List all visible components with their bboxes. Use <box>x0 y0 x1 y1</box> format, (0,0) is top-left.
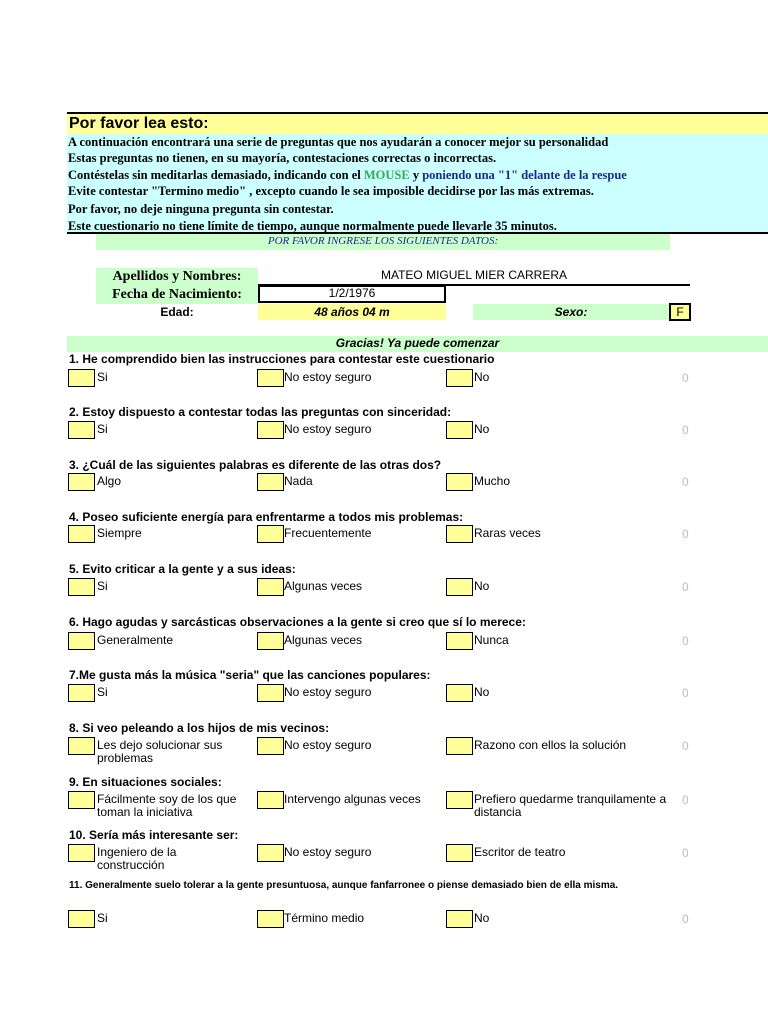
answer-checkbox[interactable] <box>257 910 284 928</box>
dob-label: Fecha de Nacimiento: <box>96 286 258 304</box>
answer-option-label: Si <box>97 911 108 925</box>
answer-option-label: No <box>474 685 490 699</box>
answer-checkbox[interactable] <box>68 791 95 809</box>
question-text: 7.Me gusta más la música "seria" que las canciones populares: <box>69 668 431 682</box>
question-text: 8. Si veo peleando a los hijos de mis vecinos: <box>69 721 330 735</box>
instruction-text: y <box>409 168 423 182</box>
answer-checkbox[interactable] <box>446 791 473 809</box>
answer-checkbox[interactable] <box>68 421 95 439</box>
answer-option-label: Razono con ellos la solución <box>474 738 627 752</box>
answer-checkbox[interactable] <box>446 910 473 928</box>
answer-checkbox[interactable] <box>446 369 473 387</box>
question-text: 10. Sería más interesante ser: <box>69 828 239 842</box>
instruction-text: Contéstelas sin meditarlas demasiado, indicando con el <box>68 168 364 182</box>
answer-option-label: No <box>474 579 490 593</box>
question-text: 11. Generalmente suelo tolerar a la gente presuntuosa, aunque fanfarronee o piense demasiado bien de ella misma. <box>69 880 619 891</box>
answer-checkbox[interactable] <box>446 421 473 439</box>
answer-checkbox[interactable] <box>257 578 284 596</box>
answer-option-label: No estoy seguro <box>284 845 372 859</box>
dob-field[interactable]: 1/2/1976 <box>258 285 446 303</box>
answer-option-label: Si <box>97 685 108 699</box>
question-text: 5. Evito criticar a la gente y a sus ideas: <box>69 562 296 576</box>
answer-option-label: Frecuentemente <box>284 526 372 540</box>
mouse-keyword: MOUSE <box>363 168 410 182</box>
start-banner: Gracias! Ya puede comenzar <box>67 336 768 352</box>
question-text: 4. Poseo suficiente energía para enfrentarme a todos mis problemas: <box>69 510 464 524</box>
sex-label: Sexo: <box>473 304 669 320</box>
answer-checkbox[interactable] <box>257 791 284 809</box>
answer-checkbox[interactable] <box>446 578 473 596</box>
answer-option-label: No estoy seguro <box>284 422 372 436</box>
question-score: 0 <box>682 371 689 385</box>
answer-checkbox[interactable] <box>68 910 95 928</box>
answer-option-label: No estoy seguro <box>284 685 372 699</box>
answer-option-label: Nunca <box>474 633 509 647</box>
instruction-line: Estas preguntas no tienen, en su mayoría, contestaciones correctas o incorrectas. <box>68 151 497 165</box>
question-text: 2. Estoy dispuesto a contestar todas las preguntas con sinceridad: <box>69 405 452 419</box>
instruction-line: Este cuestionario no tiene límite de tiempo, aunque normalmente puede llevarle 35 minutos. <box>68 219 557 233</box>
answer-option-label: Mucho <box>474 474 511 488</box>
answer-option-label: Si <box>97 422 108 436</box>
answer-option-label: Raras veces <box>474 526 541 540</box>
instruction-line: Por favor, no deje ninguna pregunta sin contestar. <box>68 202 334 216</box>
answer-checkbox[interactable] <box>446 473 473 491</box>
answer-option-label: No <box>474 370 490 384</box>
answer-checkbox[interactable] <box>257 684 284 702</box>
answer-option-label: Algunas veces <box>284 633 363 647</box>
answer-checkbox[interactable] <box>446 632 473 650</box>
answer-checkbox[interactable] <box>446 737 473 755</box>
name-field[interactable]: MATEO MIGUEL MIER CARRERA <box>258 266 690 286</box>
instruction-line: Evite contestar "Termino medio" , excepto cuando le sea imposible decidirse por las más extremas. <box>68 184 594 198</box>
answer-checkbox[interactable] <box>257 421 284 439</box>
question-text: 1. He comprendido bien las instrucciones para contestar este cuestionario <box>69 352 495 366</box>
answer-checkbox[interactable] <box>257 525 284 543</box>
question-score: 0 <box>682 793 689 807</box>
answer-checkbox[interactable] <box>446 684 473 702</box>
answer-option-label: Si <box>97 579 108 593</box>
question-score: 0 <box>682 475 689 489</box>
answer-option-label: No <box>474 422 490 436</box>
instruction-line <box>68 167 627 183</box>
age-value: 48 años 04 m <box>258 304 446 320</box>
instructions-block <box>67 134 768 234</box>
answer-checkbox[interactable] <box>68 737 95 755</box>
question-score: 0 <box>682 739 689 753</box>
answer-checkbox[interactable] <box>257 632 284 650</box>
answer-checkbox[interactable] <box>68 473 95 491</box>
answer-option-label: Si <box>97 370 108 384</box>
answer-checkbox[interactable] <box>68 578 95 596</box>
sex-field[interactable]: F <box>669 303 691 321</box>
answer-option-label: Término medio <box>284 911 365 925</box>
age-label: Edad: <box>160 305 194 319</box>
question-text: 9. En situaciones sociales: <box>69 775 222 789</box>
question-text: 6. Hago agudas y sarcásticas observaciones a la gente si creo que sí lo merece: <box>69 615 526 629</box>
answer-checkbox[interactable] <box>257 473 284 491</box>
answer-option-label: Nada <box>284 474 313 488</box>
answer-checkbox[interactable] <box>257 844 284 862</box>
question-score: 0 <box>682 912 689 926</box>
answer-checkbox[interactable] <box>68 369 95 387</box>
answer-checkbox[interactable] <box>68 844 95 862</box>
answer-option-label: Intervengo algunas veces <box>284 792 421 806</box>
question-text: 3. ¿Cuál de las siguientes palabras es diferente de las otras dos? <box>69 458 442 472</box>
answer-checkbox[interactable] <box>446 844 473 862</box>
answer-option-label: Generalmente <box>97 633 174 647</box>
answer-option-label: Les dejo solucionar sus problemas <box>97 738 223 765</box>
answer-checkbox[interactable] <box>257 369 284 387</box>
answer-option-label: Escritor de teatro <box>474 845 566 859</box>
answer-checkbox[interactable] <box>68 525 95 543</box>
answer-checkbox[interactable] <box>446 525 473 543</box>
answer-checkbox[interactable] <box>257 737 284 755</box>
question-score: 0 <box>682 527 689 541</box>
answer-checkbox[interactable] <box>68 684 95 702</box>
question-score: 0 <box>682 634 689 648</box>
instruction-highlight: poniendo una "1" delante de la respue <box>422 168 627 182</box>
answer-option-label: Fácilmente soy de los que toman la iniciativa <box>97 792 237 819</box>
question-score: 0 <box>682 846 689 860</box>
name-label: Apellidos y Nombres: <box>96 268 258 286</box>
answer-option-label: Algo <box>97 474 122 488</box>
instruction-line: A continuación encontrará una serie de preguntas que nos ayudarán a conocer mejor su personalidad <box>68 135 609 149</box>
answer-option-label: No estoy seguro <box>284 738 372 752</box>
question-score: 0 <box>682 686 689 700</box>
answer-option-label: No <box>474 911 490 925</box>
answer-option-label: Siempre <box>97 526 142 540</box>
answer-option-label: Algunas veces <box>284 579 363 593</box>
question-score: 0 <box>682 580 689 594</box>
answer-option-label: Prefiero quedarme tranquilamente a distancia <box>474 792 667 819</box>
data-entry-banner: POR FAVOR INGRESE LOS SIGUIENTES DATOS: <box>96 234 670 250</box>
page-title: Por favor lea esto: <box>67 112 768 134</box>
answer-option-label: Ingeniero de la construcción <box>97 845 177 872</box>
question-score: 0 <box>682 423 689 437</box>
answer-option-label: No estoy seguro <box>284 370 372 384</box>
answer-checkbox[interactable] <box>68 632 95 650</box>
